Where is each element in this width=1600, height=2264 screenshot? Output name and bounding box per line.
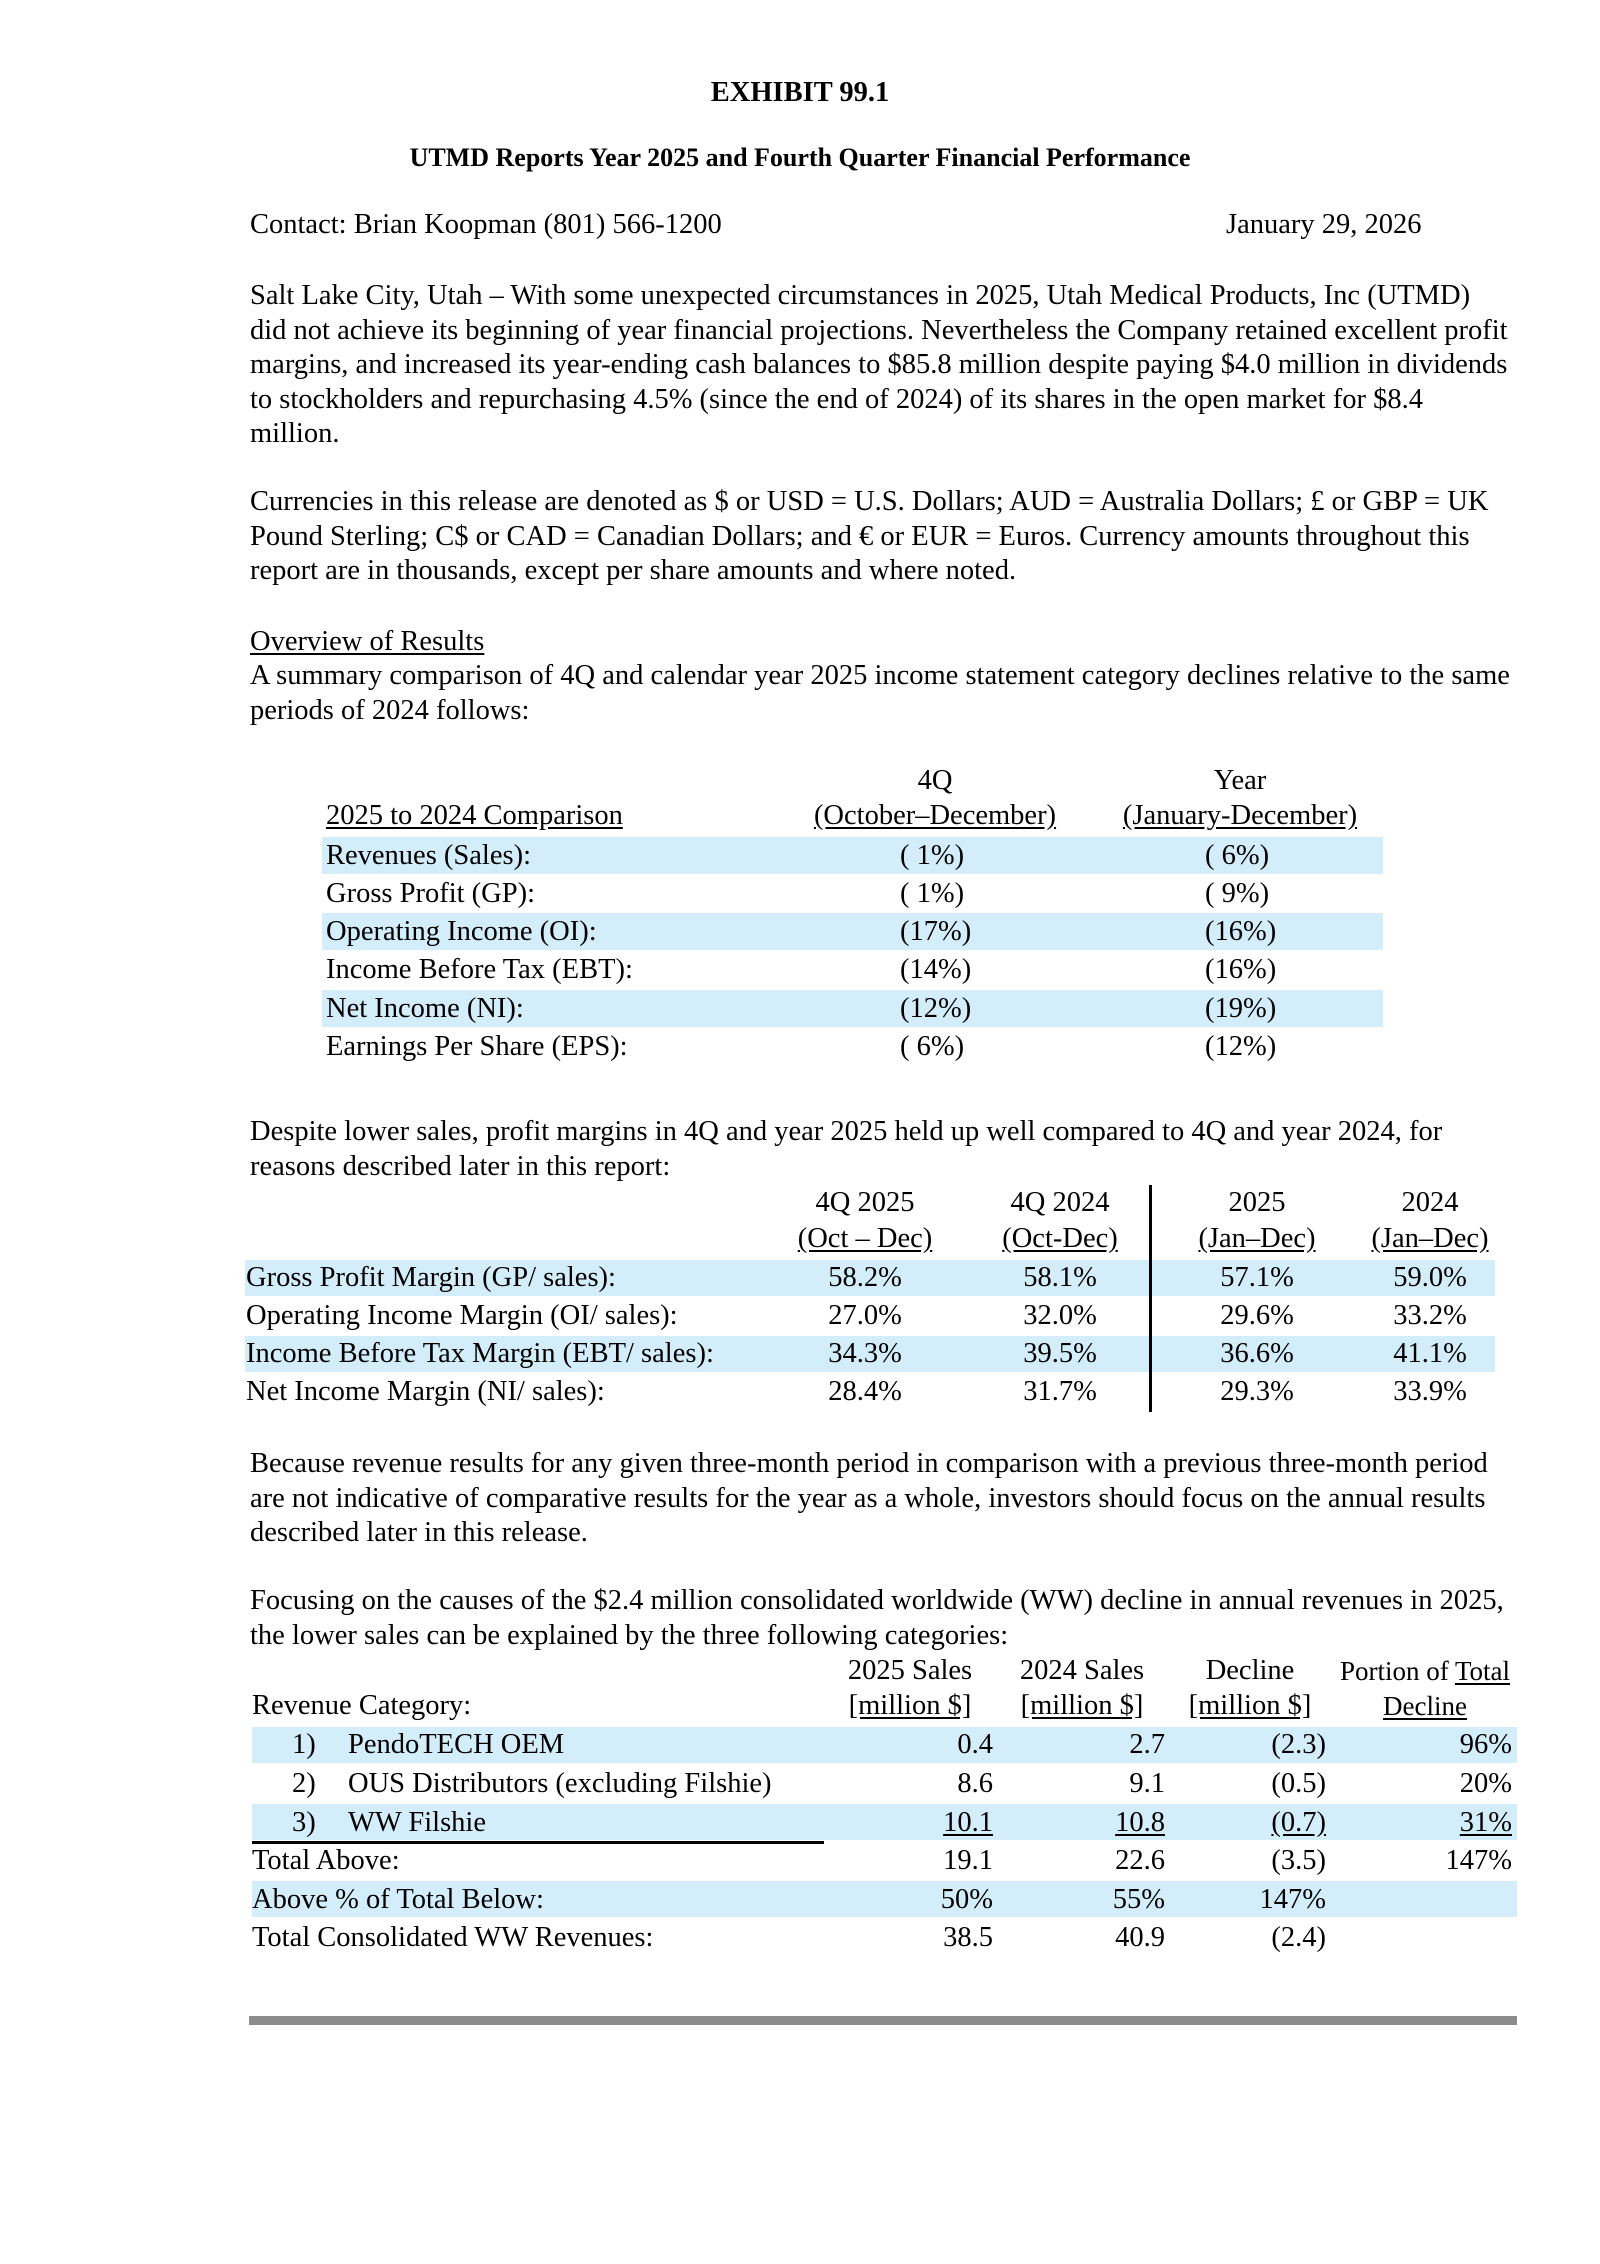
comparison-row-label: Earnings Per Share (EPS):	[326, 1031, 628, 1062]
margins-row-label: Net Income Margin (NI/ sales):	[246, 1376, 605, 1407]
comparison-row-4q: ( 1%)	[900, 840, 965, 871]
revenue-decline: (0.7)	[1271, 1807, 1326, 1838]
margins-value: 32.0%	[1023, 1300, 1097, 1331]
revenue-total-2025: 19.1	[943, 1845, 993, 1876]
revenue-row-num: 1)	[292, 1729, 316, 1760]
revenue-total-2025: 38.5	[943, 1922, 993, 1953]
comparison-row-year: ( 9%)	[1205, 878, 1270, 909]
revenue-category-label: Revenue Category:	[252, 1690, 472, 1721]
comparison-row-4q: ( 6%)	[900, 1031, 965, 1062]
revenue-col-subheader: [million $]	[848, 1690, 972, 1721]
revenue-2024: 2.7	[1129, 1729, 1165, 1760]
revenue-col-subheader: [million $]	[1020, 1690, 1144, 1721]
revenue-col-header: 2024 Sales	[1019, 1655, 1145, 1686]
margins-value: 31.7%	[1023, 1376, 1097, 1407]
comparison-row-year: ( 6%)	[1205, 840, 1270, 871]
revenue-total-2024: 22.6	[1115, 1845, 1165, 1876]
revenue-col-header-portion	[1320, 1653, 1530, 1689]
currency-paragraph	[250, 485, 1510, 589]
margins-col-subheader: (Oct – Dec)	[797, 1223, 933, 1254]
margins-col-subheader: (Jan–Dec)	[1371, 1223, 1489, 1254]
revenue-row-num: 3)	[292, 1807, 316, 1838]
comparison-row-label: Net Income (NI):	[326, 993, 524, 1024]
margins-value: 41.1%	[1393, 1338, 1467, 1369]
revenue-total-2024: 55%	[1112, 1884, 1165, 1915]
focus-paragraph	[250, 1447, 1510, 1551]
comparison-row-label: Income Before Tax (EBT):	[326, 954, 633, 985]
revenue-total-decline: (2.4)	[1271, 1922, 1326, 1953]
intro-paragraph	[250, 279, 1510, 452]
revenue-row-num: 2)	[292, 1768, 316, 1799]
decline-text: Focusing on the causes of the $2.4 million consolidated worldwide (WW) decline in annual revenues in 2025, the lower sales can be explained by the three following categories:	[250, 1585, 1504, 1651]
revenue-2025: 0.4	[957, 1729, 993, 1760]
revenue-col-header: 2025 Sales	[847, 1655, 973, 1686]
comparison-row-year: (16%)	[1205, 916, 1277, 947]
revenue-decline: (2.3)	[1271, 1729, 1326, 1760]
revenue-total-decline: (3.5)	[1271, 1845, 1326, 1876]
comparison-row-year: (16%)	[1205, 954, 1277, 985]
bottom-divider	[249, 2016, 1517, 2025]
margins-value: 29.6%	[1220, 1300, 1294, 1331]
focus-text: Because revenue results for any given three-month period in comparison with a previous three-month period are not indicative of comparative results for the year as a whole, investors should focus on the annual results described later in this release.	[250, 1448, 1488, 1548]
margins-col-header: 4Q 2025	[815, 1187, 915, 1218]
comparison-row-4q: ( 1%)	[900, 878, 965, 909]
margins-value: 39.5%	[1023, 1338, 1097, 1369]
col-header-4q-range: (October–December)	[813, 800, 1057, 831]
margins-col-header: 4Q 2024	[1010, 1187, 1110, 1218]
revenue-total-portion: 147%	[1445, 1845, 1512, 1876]
margins-row-label: Income Before Tax Margin (EBT/ sales):	[246, 1338, 714, 1369]
revenue-2025: 10.1	[943, 1807, 993, 1838]
overview-text: A summary comparison of 4Q and calendar year 2025 income statement category declines relative to the same periods of 2024 follows:	[250, 660, 1510, 726]
col-header-4q: 4Q	[917, 765, 953, 796]
portion-header-total: Total	[1454, 1656, 1511, 1686]
margins-col-subheader: (Oct-Dec)	[1002, 1223, 1118, 1254]
comparison-row-4q: (17%)	[900, 916, 972, 947]
overview-paragraph	[250, 659, 1510, 728]
revenue-total-label: Total Consolidated WW Revenues:	[252, 1922, 654, 1953]
margins-value: 27.0%	[828, 1300, 902, 1331]
revenue-2025: 8.6	[957, 1768, 993, 1799]
margins-value: 34.3%	[828, 1338, 902, 1369]
revenue-portion: 20%	[1459, 1768, 1512, 1799]
margins-paragraph	[250, 1115, 1510, 1184]
exhibit-label: EXHIBIT 99.1	[710, 77, 890, 108]
comparison-row-year: (19%)	[1205, 993, 1277, 1024]
revenue-col-subheader: [million $]	[1188, 1690, 1312, 1721]
margins-col-header: 2024	[1401, 1187, 1459, 1218]
revenue-row-label: WW Filshie	[348, 1807, 487, 1838]
revenue-portion: 96%	[1459, 1729, 1512, 1760]
margins-value: 29.3%	[1220, 1376, 1294, 1407]
contact-line: Contact: Brian Koopman (801) 566-1200	[250, 209, 722, 240]
portion-header-text: Portion of	[1339, 1656, 1455, 1686]
revenue-total-label: Total Above:	[252, 1845, 400, 1876]
margins-row-label: Gross Profit Margin (GP/ sales):	[246, 1262, 616, 1293]
margins-value: 36.6%	[1220, 1338, 1294, 1369]
margins-col-subheader: (Jan–Dec)	[1198, 1223, 1316, 1254]
margins-value: 28.4%	[828, 1376, 902, 1407]
revenue-total-2024: 40.9	[1115, 1922, 1165, 1953]
currency-text: Currencies in this release are denoted as $ or USD = U.S. Dollars; AUD = Australia Dollars; £ or GBP = UK Pound Sterling; C$ or CAD = Canadian Dollars; and € or EUR = Euros. Currency amounts throughout this report are in thousands, except per share amounts and where noted.	[250, 486, 1489, 586]
revenue-portion: 31%	[1459, 1807, 1512, 1838]
margins-value: 59.0%	[1393, 1262, 1467, 1293]
overview-heading: Overview of Results	[250, 626, 485, 657]
revenue-2024: 9.1	[1129, 1768, 1165, 1799]
comparison-row-4q: (14%)	[900, 954, 972, 985]
release-title: UTMD Reports Year 2025 and Fourth Quarter Financial Performance	[409, 143, 1191, 172]
margins-value: 58.2%	[828, 1262, 902, 1293]
margins-value: 33.2%	[1393, 1300, 1467, 1331]
comparison-row-label: Operating Income (OI):	[326, 916, 597, 947]
margins-text: Despite lower sales, profit margins in 4Q and year 2025 held up well compared to 4Q and year 2024, for reasons described later in this report:	[250, 1116, 1443, 1182]
revenue-row-label: PendoTECH OEM	[348, 1729, 565, 1760]
intro-text: Salt Lake City, Utah – With some unexpected circumstances in 2025, Utah Medical Products, Inc (UTMD) did not achieve its beginning of year financial projections. Nevertheless the Company retained excellent profit margins, and increased its year-ending cash balances to $85.8 million despite paying $4.0 million in dividends to stockholders and repurchasing 4.5% (since the end of 2024) of its shares in the open market for $8.4 million.	[250, 280, 1508, 449]
col-header-year: Year	[1213, 765, 1267, 796]
comparison-row-label: Gross Profit (GP):	[326, 878, 536, 909]
margins-value: 57.1%	[1220, 1262, 1294, 1293]
release-date: January 29, 2026	[1226, 209, 1422, 240]
revenue-total-label: Above % of Total Below:	[252, 1884, 544, 1915]
margins-row-label: Operating Income Margin (OI/ sales):	[246, 1300, 678, 1331]
comparison-row-year: (12%)	[1205, 1031, 1277, 1062]
revenue-total-2025: 50%	[940, 1884, 993, 1915]
revenue-2024: 10.8	[1115, 1807, 1165, 1838]
margins-col-header: 2025	[1228, 1187, 1286, 1218]
revenue-row-label: OUS Distributors (excluding Filshie)	[348, 1768, 772, 1799]
revenue-col-subheader: Decline	[1383, 1691, 1467, 1721]
margins-value: 58.1%	[1023, 1262, 1097, 1293]
revenue-total-decline: 147%	[1259, 1884, 1326, 1915]
margins-value: 33.9%	[1393, 1376, 1467, 1407]
revenue-col-header: Decline	[1205, 1655, 1295, 1686]
col-header-year-range: (January-December)	[1122, 800, 1358, 831]
comparison-row-label: Revenues (Sales):	[326, 840, 531, 871]
decline-paragraph	[250, 1584, 1510, 1653]
revenue-decline: (0.5)	[1271, 1768, 1326, 1799]
comparison-row-4q: (12%)	[900, 993, 972, 1024]
comparison-header-label: 2025 to 2024 Comparison	[326, 800, 623, 831]
